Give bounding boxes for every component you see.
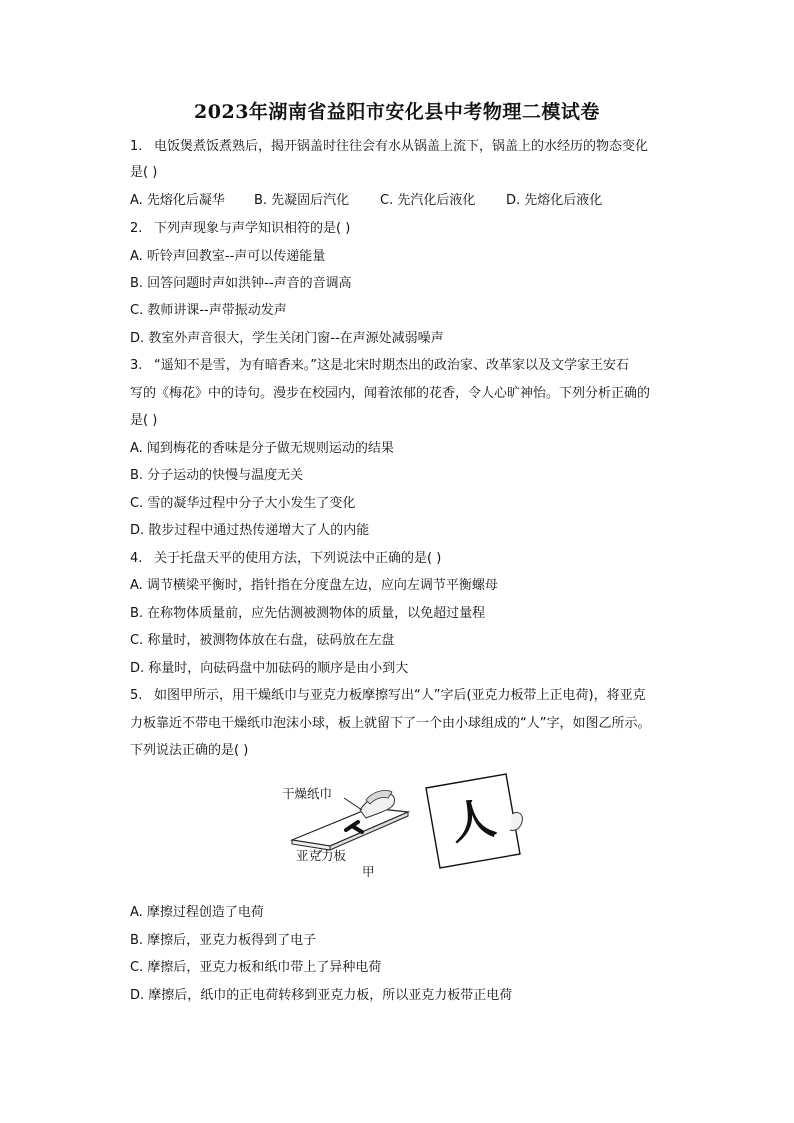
question-5-figure xyxy=(280,770,540,880)
figure-label-tissue: 干燥纸巾 xyxy=(282,786,333,801)
question-3-option-b: B. 分子运动的快慢与温度无关 xyxy=(130,468,304,483)
question-1-number: 1. xyxy=(130,139,143,154)
question-2-number: 2. xyxy=(130,221,143,236)
question-5-option-c: C. 摩擦后，亚克力板和纸巾带上了异种电荷 xyxy=(130,960,382,975)
question-2-option-a: A. 听铃声回教室--声可以传递能量 xyxy=(130,249,326,264)
question-1-stem-line-2: 是( ) xyxy=(130,165,158,180)
question-5-option-b: B. 摩擦后，亚克力板得到了电子 xyxy=(130,933,317,948)
question-3-option-c: C. 雪的凝华过程中分子大小发生了变化 xyxy=(130,496,356,511)
question-2-option-b: B. 回答问题时声如洪钟--声音的音调高 xyxy=(130,276,352,291)
question-1-option-d: D. 先熔化后液化 xyxy=(506,193,603,208)
question-3-stem-line-3: 是( ) xyxy=(130,413,158,428)
figure-label-board: 亚克力板 xyxy=(296,848,347,863)
question-5-option-d: D. 摩擦后，纸巾的正电荷转移到亚克力板，所以亚克力板带正电荷 xyxy=(130,988,513,1003)
question-4-option-d: D. 称量时，向砝码盘中加砝码的顺序是由小到大 xyxy=(130,661,409,676)
question-3-option-d: D. 散步过程中通过热传递增大了人的内能 xyxy=(130,523,370,538)
question-3-option-a: A. 闻到梅花的香味是分子做无规则运动的结果 xyxy=(130,441,394,456)
question-3-stem-line-2: 写的《梅花》中的诗句。漫步在校园内，闻着浓郁的花香，令人心旷神怡。下列分析正确的 xyxy=(130,386,651,401)
question-4-stem-line-1: 4. 关于托盘天平的使用方法，下列说法中正确的是( ) xyxy=(130,551,442,566)
question-3-stem-line-1: 3. “遥知不是雪，为有暗香来。”这是北宋时期杰出的政治家、改革家以及文学家王安石 xyxy=(130,358,629,373)
holding-hand-icon xyxy=(510,812,522,830)
question-4-option-b: B. 在称物体质量前，应先估测被测物体的质量，以免超过量程 xyxy=(130,606,486,621)
question-4-number: 4. xyxy=(130,551,143,566)
question-4-option-c: C. 称量时，被测物体放在右盘，砝码放在左盘 xyxy=(130,633,395,648)
question-2-option-c: C. 教师讲课--声带振动发声 xyxy=(130,303,287,318)
question-5-number: 5. xyxy=(130,688,143,703)
board-character: 人 xyxy=(447,793,500,850)
question-4-option-a: A. 调节横梁平衡时，指针指在分度盘左边，应向左调节平衡螺母 xyxy=(130,578,498,593)
page-title: 2023年湖南省益阳市安化县中考物理二模试卷 xyxy=(194,101,600,123)
question-3-number: 3. xyxy=(130,358,143,373)
question-1-option-c: C. 先汽化后液化 xyxy=(380,193,476,208)
leader-line-tissue xyxy=(344,798,362,810)
question-5-stem-line-1: 5. 如图甲所示，用干燥纸巾与亚克力板摩擦写出“人”字后(亚克力板带上正电荷)，将亚克 xyxy=(130,688,646,703)
question-1-stem-line-1: 1. 电饭煲煮饭煮熟后，揭开锅盖时往往会有水从锅盖上流下，锅盖上的水经历的物态变化 xyxy=(130,139,649,154)
figure-label-jia: 甲 xyxy=(362,864,375,879)
question-5-stem-line-3: 下列说法正确的是( ) xyxy=(130,743,249,758)
question-1-options xyxy=(130,192,602,210)
question-5-option-a: A. 摩擦过程创造了电荷 xyxy=(130,905,264,920)
question-5-stem-line-2: 力板靠近不带电干燥纸巾泡沫小球，板上就留下了一个由小球组成的“人”字，如图乙所示。 xyxy=(130,716,651,731)
question-2-stem-line-1: 2. 下列声现象与声学知识相符的是( ) xyxy=(130,221,351,236)
question-2-option-d: D. 教室外声音很大，学生关闭门窗--在声源处减弱噪声 xyxy=(130,331,444,346)
question-1-option-b: B. 先凝固后汽化 xyxy=(254,193,350,208)
question-1-option-a: A. 先熔化后凝华 xyxy=(130,193,225,208)
